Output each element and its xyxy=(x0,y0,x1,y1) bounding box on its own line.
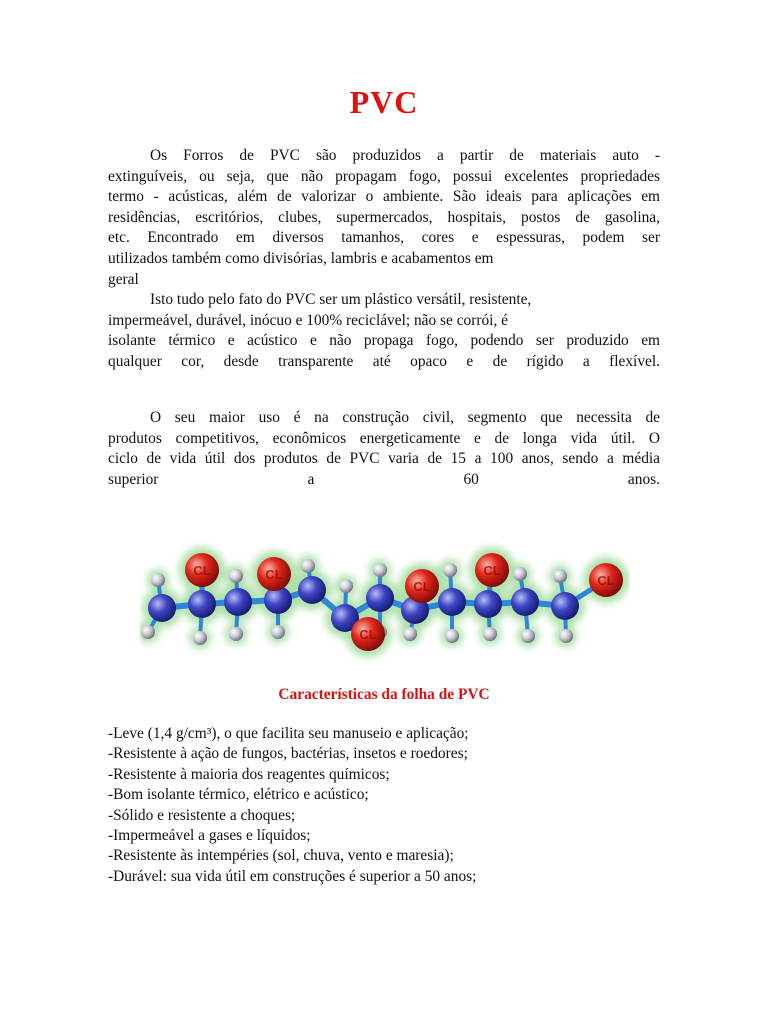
list-item: -Durável: sua vida útil em construções é superior a 50 anos; xyxy=(108,867,477,885)
carbon-atom xyxy=(148,594,176,622)
hydrogen-atom xyxy=(193,631,207,645)
features-list xyxy=(108,724,476,887)
hydrogen-atom xyxy=(141,625,155,639)
text-line: etc. Encontrado em diversos tamanhos, cores e espessuras, podem ser xyxy=(108,229,660,247)
list-item: -Resistente à maioria dos reagentes químicos; xyxy=(108,765,390,783)
hydrogen-atom xyxy=(483,627,497,641)
hydrogen-atom xyxy=(513,567,527,581)
text-line: geral xyxy=(108,270,139,288)
features-title: Características da folha de PVC xyxy=(278,686,490,703)
text-line: impermeável, durável, inócuo e 100% reciclável; não se corrói, é xyxy=(108,311,508,329)
carbon-atom xyxy=(224,588,252,616)
chlorine-label: CL xyxy=(359,627,377,642)
text-line: produtos competitivos, econômicos energeticamente e de longa vida útil. O xyxy=(108,429,660,447)
chlorine-label: CL xyxy=(413,579,431,594)
hydrogen-atom xyxy=(301,559,315,573)
hydrogen-atom xyxy=(443,563,457,577)
text-line: utilizados também como divisórias, lambris e acabamentos em xyxy=(108,249,494,267)
text-line: isolante térmico e acústico e não propaga fogo, podendo ser produzido em xyxy=(108,332,660,350)
chlorine-label: CL xyxy=(483,563,501,578)
carbon-atom xyxy=(188,590,216,618)
text-line: Isto tudo pelo fato do PVC ser um plástico versátil, resistente, xyxy=(150,291,532,308)
list-item: -Leve (1,4 g/cm³), o que facilita seu manuseio e aplicação; xyxy=(108,725,469,742)
hydrogen-atom xyxy=(559,629,573,643)
pvc-molecule-illustration xyxy=(140,540,630,670)
text-line: O seu maior uso é na construção civil, segmento que necessita de xyxy=(150,409,660,426)
hydrogen-atom xyxy=(373,563,387,577)
text-line: termo - acústicas, além de valorizar o ambiente. São ideais para aplicações em xyxy=(108,188,660,206)
carbon-atom xyxy=(551,592,579,620)
carbon-atom xyxy=(438,588,466,616)
carbon-atom xyxy=(511,588,539,616)
list-item: -Bom isolante térmico, elétrico e acústico; xyxy=(108,786,369,804)
hydrogen-atom xyxy=(339,579,353,593)
text-line: superior a 60 anos. xyxy=(108,470,660,488)
hydrogen-atom xyxy=(271,625,285,639)
carbon-atom xyxy=(298,576,326,604)
chlorine-label: CL xyxy=(265,567,283,582)
list-item: -Impermeável a gases e líquidos; xyxy=(108,827,311,845)
carbon-atom xyxy=(474,590,502,618)
text-line: extinguíveis, ou seja, que não propagam fogo, possui excelentes propriedades xyxy=(108,167,660,185)
paragraph-forros xyxy=(108,146,660,290)
hydrogen-atom xyxy=(445,629,459,643)
hydrogen-atom xyxy=(229,569,243,583)
chlorine-label: CL xyxy=(597,573,615,588)
text-line: residências, escritórios, clubes, supermercados, hospitais, postos de gasolina, xyxy=(108,208,660,226)
page-title: PVC xyxy=(349,84,419,120)
text-line: qualquer cor, desde transparente até opaco e de rígido a flexível. xyxy=(108,352,660,370)
carbon-atom xyxy=(366,584,394,612)
hydrogen-atom xyxy=(151,573,165,587)
hydrogen-atom xyxy=(403,627,417,641)
text-line: Os Forros de PVC são produzidos a partir de materiais auto - xyxy=(150,147,660,164)
list-item: -Resistente às intempéries (sol, chuva, vento e maresia); xyxy=(108,847,454,865)
list-item: -Sólido e resistente a choques; xyxy=(108,806,296,824)
paragraph-usage xyxy=(108,408,660,490)
hydrogen-atom xyxy=(553,569,567,583)
text-line: ciclo de vida útil dos produtos de PVC varia de 15 a 100 anos, sendo a média xyxy=(108,450,660,468)
hydrogen-atom xyxy=(521,629,535,643)
list-item: -Resistente à ação de fungos, bactérias, insetos e roedores; xyxy=(108,745,468,763)
paragraph-properties xyxy=(108,290,660,372)
hydrogen-atom xyxy=(229,627,243,641)
chlorine-label: CL xyxy=(193,563,211,578)
